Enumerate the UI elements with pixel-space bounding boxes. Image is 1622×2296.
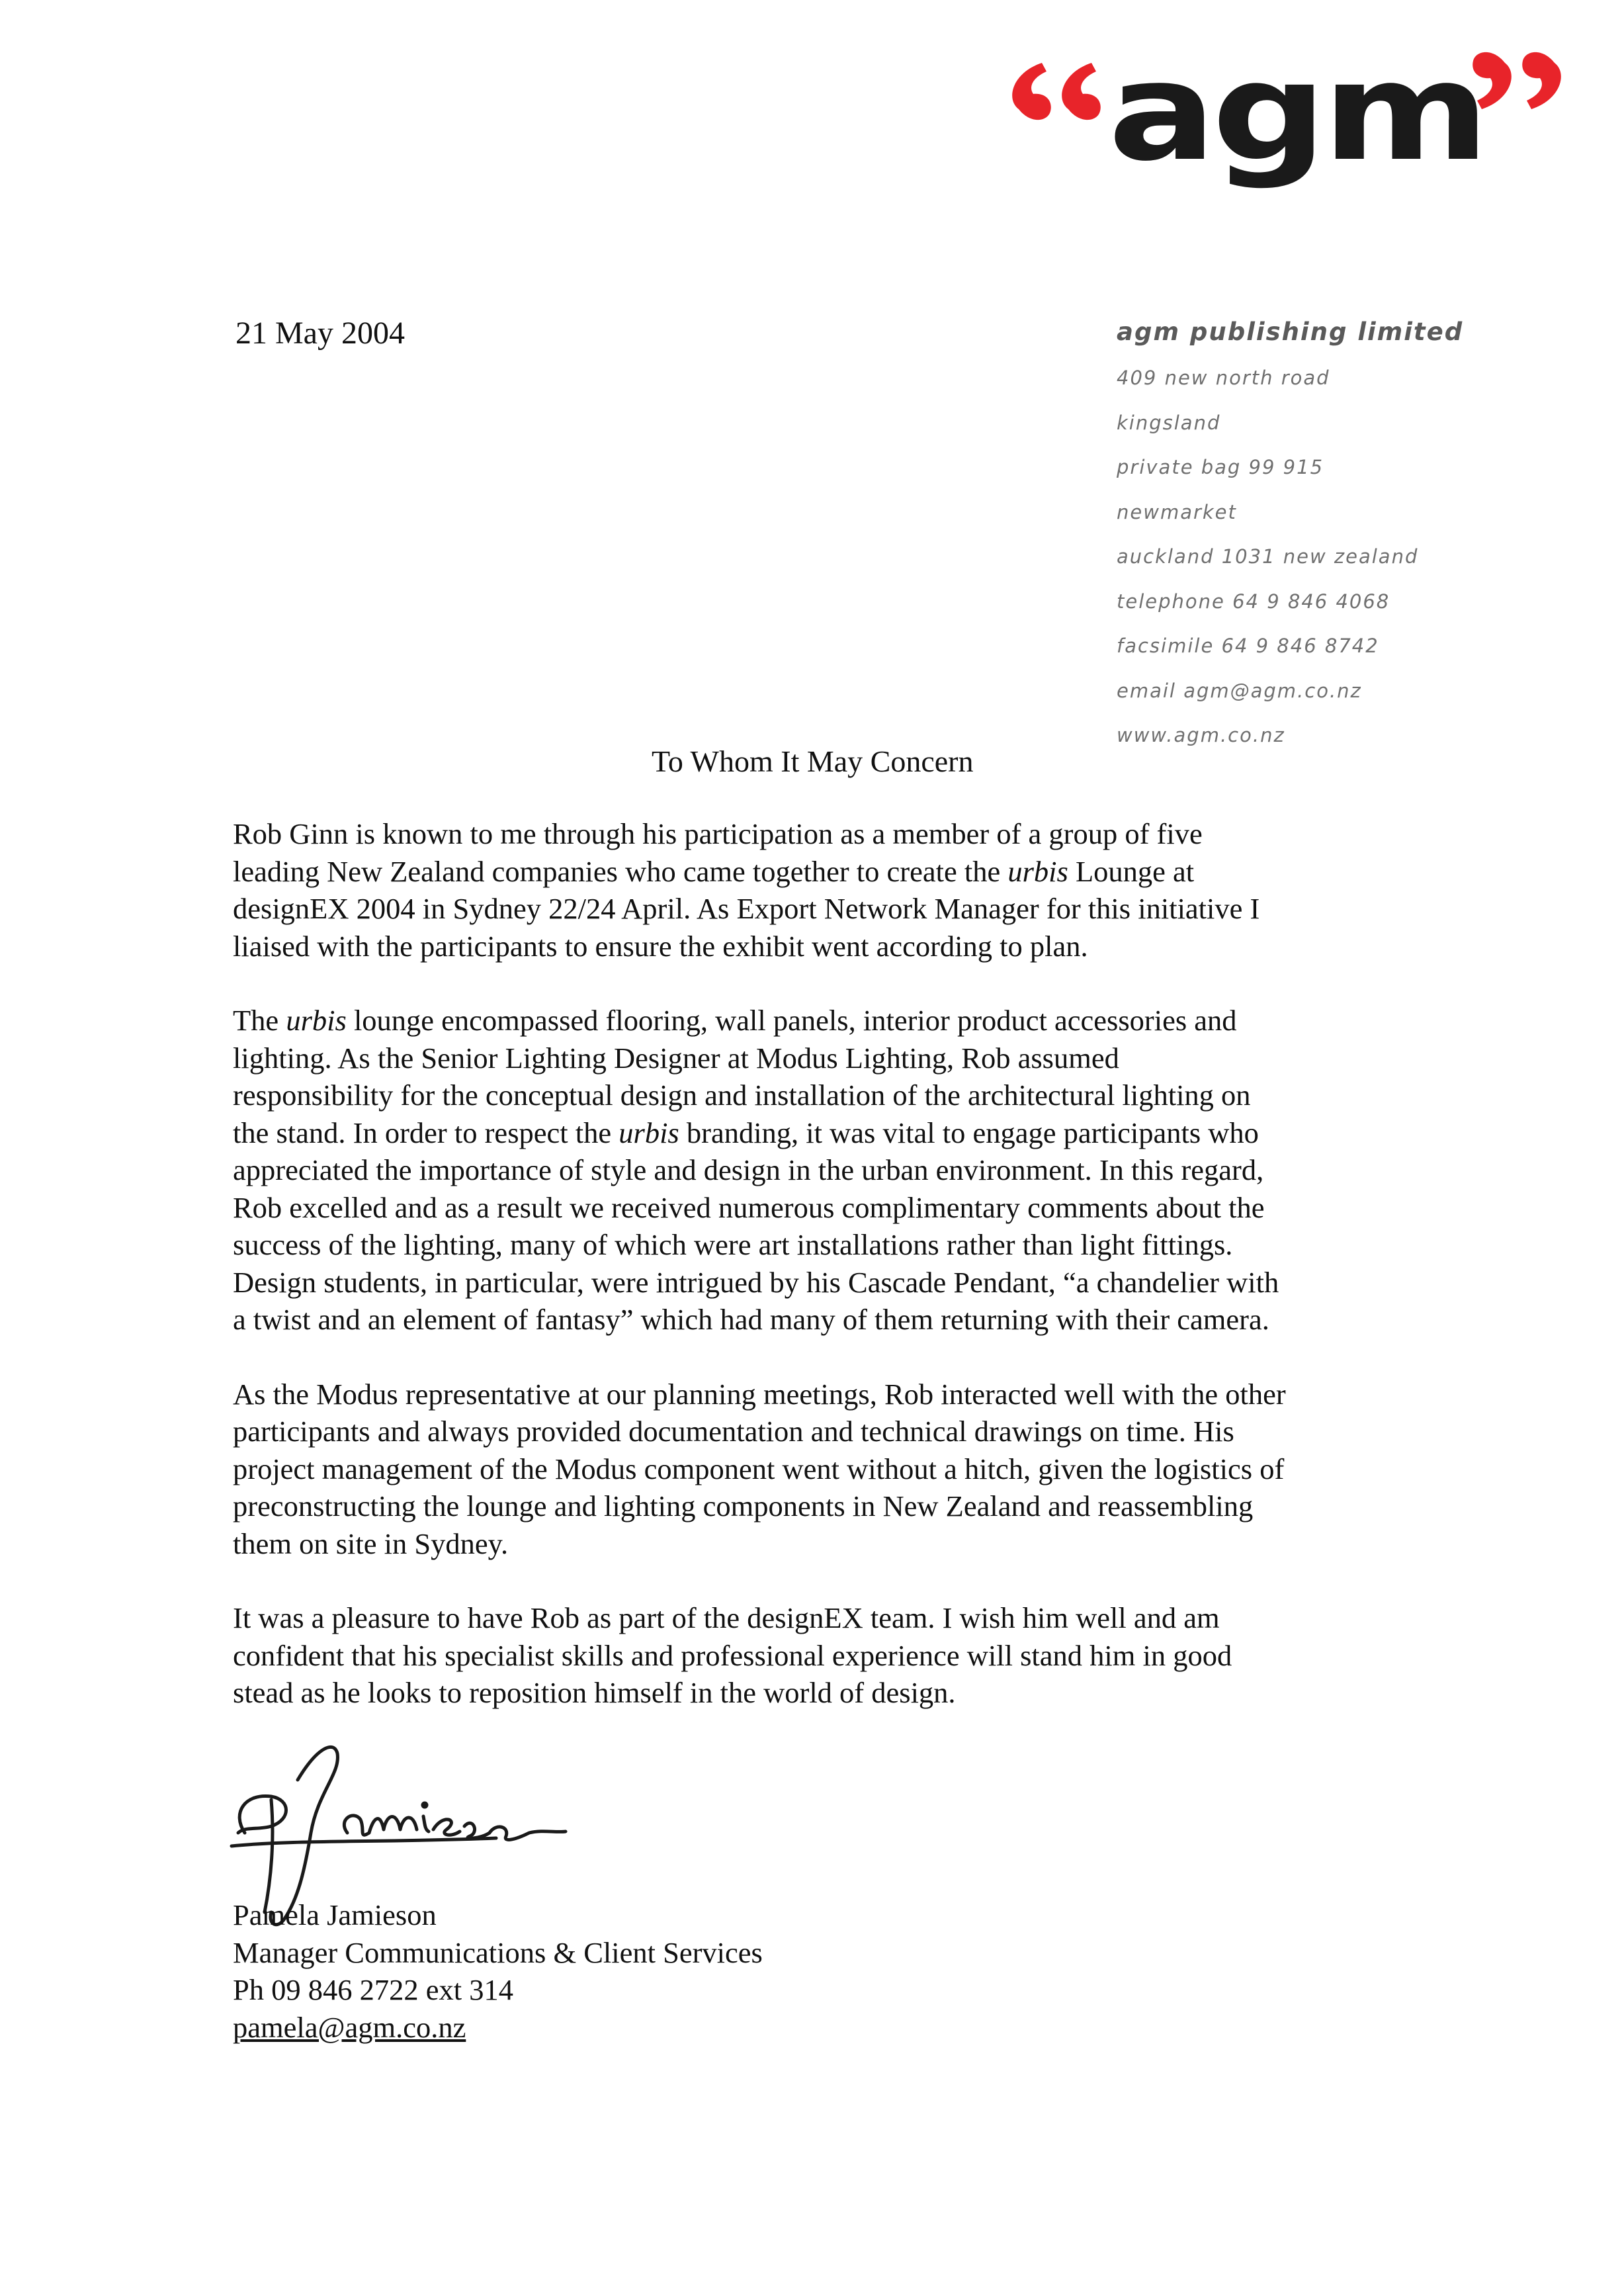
telephone: telephone 64 9 846 4068 [1117,590,1390,613]
address-private-bag: private bag 99 915 [1117,456,1324,478]
text-line: Rob Ginn is known to me through his participation as a member of a group of five [233,817,1203,850]
text-line: a twist and an element of fantasy” which had many of them returning with their camera. [233,1303,1269,1336]
letter-date: 21 May 2004 [235,316,405,351]
letter-body [233,815,1424,1749]
address-street: 409 new north road [1117,367,1330,389]
signer-name: Pamela Jamieson [233,1898,437,1931]
signer-email-link[interactable]: pamela@agm.co.nz [233,2010,466,2044]
company-name: agm publishing limited [1117,318,1464,346]
agm-logo-graphic [992,46,1574,205]
text-line: leading New Zealand companies who came together to create the urbis Lounge at [233,854,1195,888]
text-line: appreciated the importance of style and design in the urban environment. In this regard, [233,1153,1264,1186]
address-city: auckland 1031 new zealand [1117,545,1419,568]
text-line: preconstructing the lounge and lighting components in New Zealand and reassembling [233,1489,1254,1523]
text-line: It was a pleasure to have Rob as part of the designEX team. I wish him well and am [233,1601,1220,1634]
text-line: the stand. In order to respect the urbis branding, it was vital to engage participants who [233,1116,1259,1149]
signoff-block [233,1896,763,2046]
text-line: As the Modus representative at our planning meetings, Rob interacted well with the other [233,1377,1286,1411]
company-website: www.agm.co.nz [1117,724,1285,746]
paragraph-2 [233,1002,1424,1339]
text-line: responsibility for the conceptual design and installation of the architectural lighting on [233,1079,1251,1112]
signer-title: Manager Communications & Client Services [233,1935,763,1969]
address-suburb: kingsland [1117,411,1221,434]
text-line: confident that his specialist skills and professional experience will stand him in good [233,1638,1232,1672]
text-line: lighting. As the Senior Lighting Designer at Modus Lighting, Rob assumed [233,1041,1119,1075]
logo-wordmark: agm [1108,46,1485,191]
paragraph-3 [233,1376,1424,1563]
right-quote-icon [1473,52,1561,109]
text-line: The urbis lounge encompassed flooring, wall panels, interior product accessories and [233,1004,1237,1037]
company-email: email agm@agm.co.nz [1117,679,1362,702]
text-line: success of the lighting, many of which were art installations rather than light fittings. [233,1228,1233,1261]
text-line: designEX 2004 in Sydney 22/24 April. As Export Network Manager for this initiative I [233,892,1260,925]
signer-phone: Ph 09 846 2722 ext 314 [233,1973,513,2006]
text-line: stead as he looks to reposition himself in the world of design. [233,1676,956,1709]
facsimile: facsimile 64 9 846 8742 [1117,635,1379,657]
text-line: Design students, in particular, were intrigued by his Cascade Pendant, “a chandelier with [233,1265,1279,1299]
agm-logo [992,46,1574,205]
address-locality: newmarket [1117,500,1237,523]
text-line: project management of the Modus component went without a hitch, given the logistics of [233,1452,1285,1485]
text-line: liaised with the participants to ensure the exhibit went according to plan. [233,929,1088,963]
salutation: To Whom It May Concern [652,744,974,778]
text-line: them on site in Sydney. [233,1526,509,1560]
letterhead-address [1117,314,1527,758]
left-quote-icon [1012,63,1101,120]
text-line: participants and always provided documentation and technical drawings on time. His [233,1415,1234,1448]
paragraph-1 [233,815,1424,965]
paragraph-4 [233,1599,1424,1712]
text-line: Rob excelled and as a result we received numerous complimentary comments about the [233,1190,1265,1224]
